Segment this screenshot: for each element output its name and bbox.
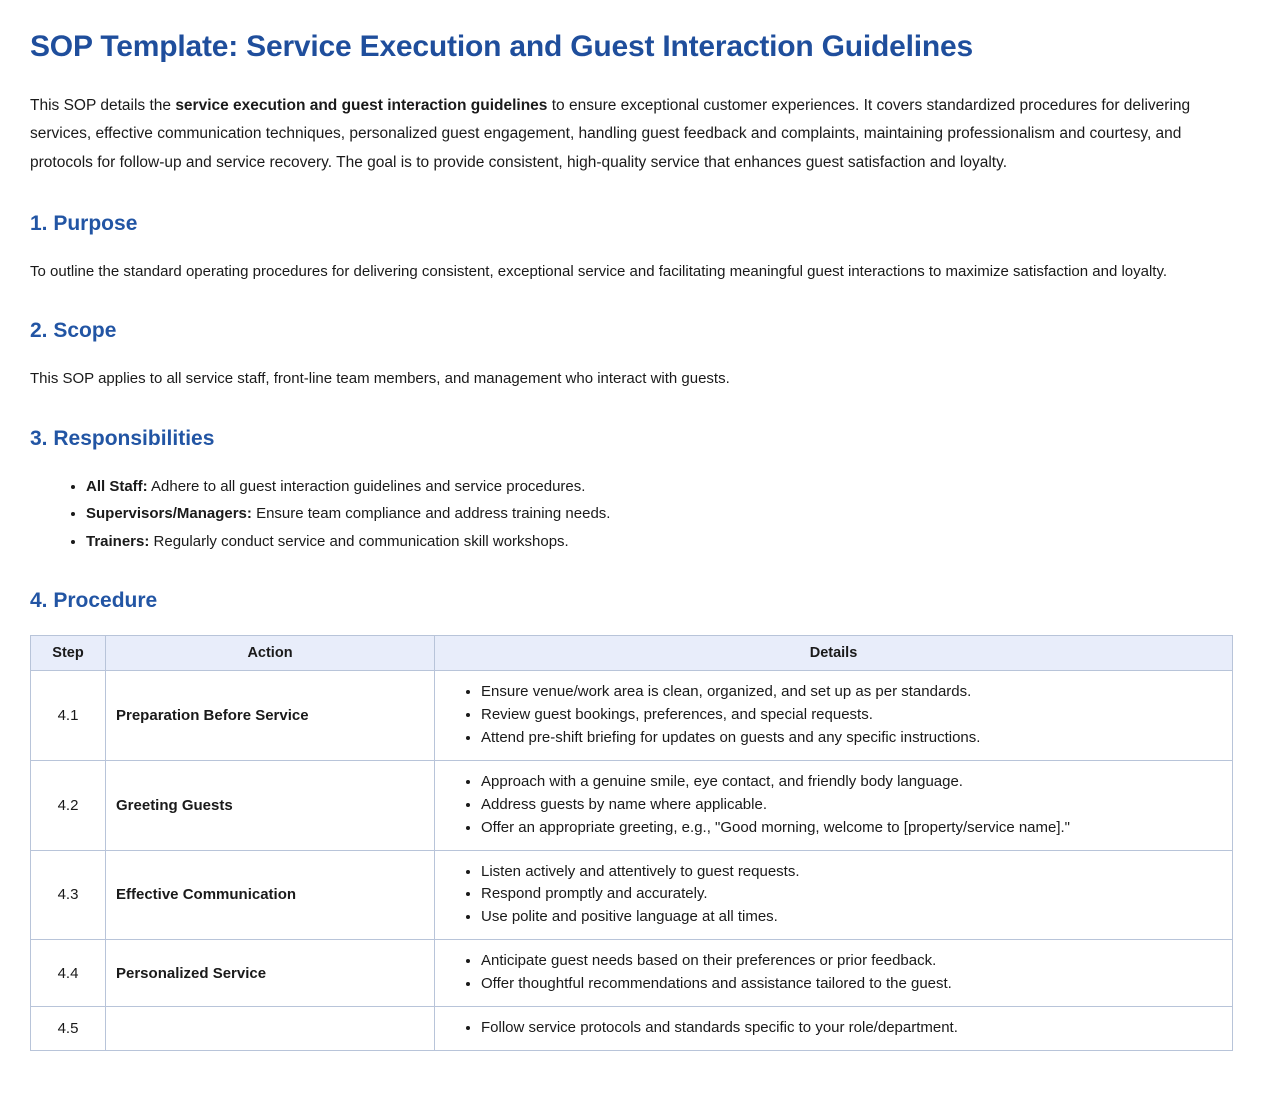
- section-scope: [30, 319, 1233, 393]
- section-procedure: [30, 589, 1233, 1051]
- cell-details: [435, 940, 1233, 1007]
- intro-text-bold: service execution and guest interaction guidelines: [175, 96, 548, 114]
- table-row: [31, 940, 1233, 1007]
- list-item: • Address guests by name where applicable.: [481, 794, 1222, 817]
- list-item: [86, 500, 1233, 527]
- cell-action: [106, 1007, 435, 1051]
- details-list: [445, 771, 1222, 840]
- section-text-scope: This SOP applies to all service staff, front-line team members, and management who interact with guests.: [30, 370, 730, 388]
- table-header: [31, 635, 1233, 670]
- list-item: • Offer an appropriate greeting, e.g., "Good morning, welcome to [property/service name].": [481, 817, 1222, 840]
- details-list: [445, 950, 1222, 996]
- responsibility-role: Supervisors/Managers:: [86, 505, 252, 523]
- list-item: • Review guest bookings, preferences, and special requests.: [481, 704, 1222, 727]
- details-list: [445, 1017, 1222, 1040]
- list-item: • Ensure venue/work area is clean, organized, and set up as per standards.: [481, 681, 1222, 704]
- section-purpose: [30, 212, 1233, 286]
- responsibility-text: Regularly conduct service and communication skill workshops.: [149, 532, 569, 550]
- list-item: • Follow service protocols and standards specific to your role/department.: [481, 1017, 1222, 1040]
- list-item: • Respond promptly and accurately.: [481, 883, 1222, 906]
- list-item: • Anticipate guest needs based on their preferences or prior feedback.: [481, 950, 1222, 973]
- cell-details: [435, 670, 1233, 760]
- page-title: SOP Template: Service Execution and Guest Interaction Guidelines: [30, 30, 974, 63]
- responsibility-role: All Staff:: [86, 478, 148, 496]
- list-item: • Offer thoughtful recommendations and assistance tailored to the guest.: [481, 973, 1222, 996]
- responsibility-text: Ensure team compliance and address training needs.: [251, 505, 611, 523]
- cell-details: [435, 1007, 1233, 1051]
- column-header-details: Details: [435, 635, 1233, 670]
- section-heading-responsibilities: 3. Responsibilities: [30, 427, 215, 451]
- cell-action: Preparation Before Service: [106, 670, 435, 760]
- table-row: [31, 850, 1233, 940]
- table-row: [31, 670, 1233, 760]
- cell-step: 4.4: [31, 940, 106, 1007]
- cell-step: 4.5: [31, 1007, 106, 1051]
- intro-text-part2: to ensure exceptional customer experiences. It covers standardized procedures for delivering services, effective communication techniques, personalized guest engagement, handling guest feedback and complaints, maintaining professionalism and courtesy, and protocols for follow-up and service recovery. The goal is to provide consistent, high-quality service that enhances guest satisfaction and loyalty.: [30, 96, 1191, 171]
- cell-action: Effective Communication: [106, 850, 435, 940]
- table-row: [31, 1007, 1233, 1051]
- intro-text-part1: This SOP details the: [30, 96, 176, 114]
- procedure-table: [30, 635, 1233, 1051]
- cell-step: 4.3: [31, 850, 106, 940]
- section-heading-procedure: 4. Procedure: [30, 588, 158, 612]
- list-item: • Approach with a genuine smile, eye contact, and friendly body language.: [481, 771, 1222, 794]
- column-header-step: Step: [31, 635, 106, 670]
- list-item: • Use polite and positive language at all times.: [481, 906, 1222, 929]
- intro-paragraph: [30, 92, 1230, 178]
- cell-step: 4.1: [31, 670, 106, 760]
- cell-details: [435, 850, 1233, 940]
- column-header-action: Action: [106, 635, 435, 670]
- responsibility-role: Trainers:: [86, 532, 150, 550]
- details-list: [445, 681, 1222, 750]
- list-item: [86, 473, 1233, 500]
- list-item: • Listen actively and attentively to guest requests.: [481, 861, 1222, 884]
- section-heading-scope: 2. Scope: [30, 319, 117, 343]
- cell-details: [435, 760, 1233, 850]
- section-responsibilities: [30, 427, 1233, 555]
- cell-action: Greeting Guests: [106, 760, 435, 850]
- list-item: • Attend pre-shift briefing for updates on guests and any specific instructions.: [481, 727, 1222, 750]
- cell-step: 4.2: [31, 760, 106, 850]
- responsibility-text: Adhere to all guest interaction guidelines and service procedures.: [147, 478, 586, 496]
- responsibilities-list: [30, 473, 1233, 555]
- table-row: [31, 760, 1233, 850]
- table-body: [31, 670, 1233, 1050]
- section-heading-purpose: 1. Purpose: [30, 211, 138, 235]
- details-list: [445, 861, 1222, 930]
- table-header-row: [31, 635, 1233, 670]
- cell-action: Personalized Service: [106, 940, 435, 1007]
- list-item: [86, 528, 1233, 555]
- section-text-purpose: To outline the standard operating procedures for delivering consistent, exceptional service and facilitating meaningful guest interactions to maximize satisfaction and loyalty.: [30, 262, 1168, 280]
